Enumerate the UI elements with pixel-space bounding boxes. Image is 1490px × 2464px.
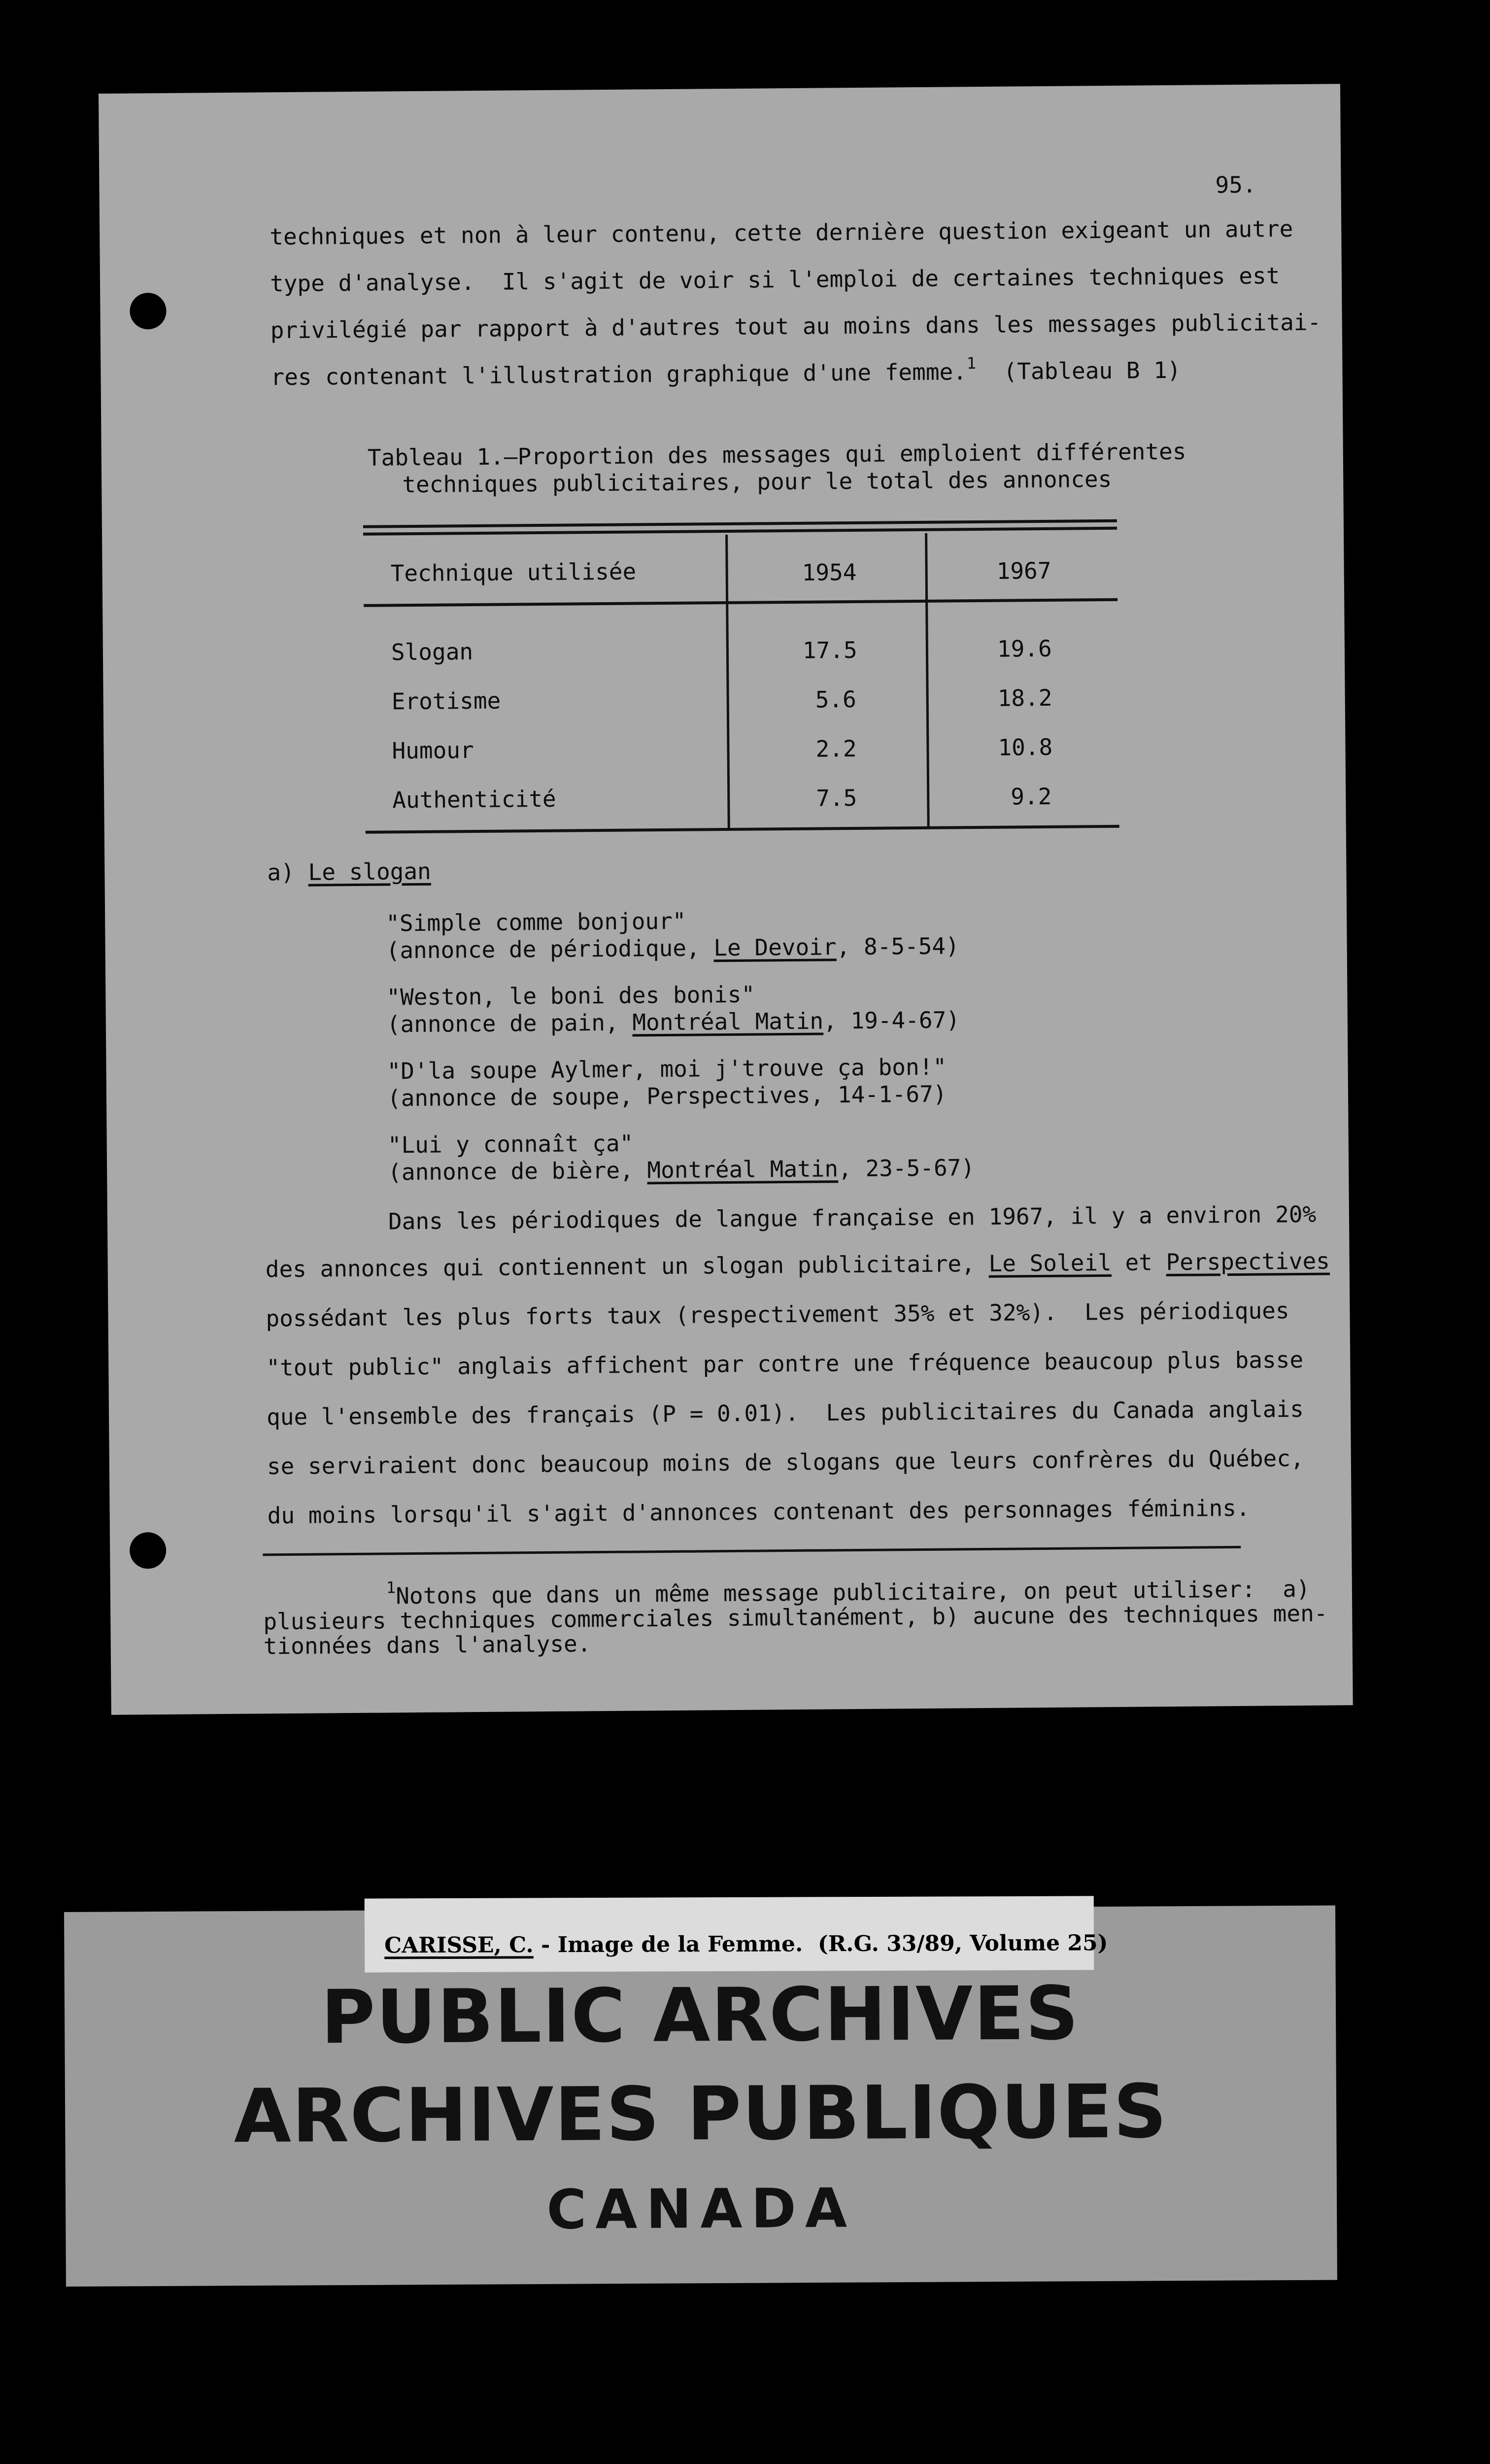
quote-source-text: (annonce de pain, xyxy=(386,1009,633,1038)
paragraph-line-2 xyxy=(265,1247,1330,1283)
document-page xyxy=(99,84,1353,1715)
section-heading xyxy=(267,857,431,886)
paragraph-line-3: possédant les plus forts taux (respectivement 35% et 32%). Les périodiques xyxy=(266,1297,1289,1332)
paragraph-line-4: "tout public" anglais affichent par contre une fréquence beaucoup plus basse xyxy=(266,1346,1304,1381)
intro-line-4-text: res contenant l'illustration graphique d'une femme. xyxy=(271,358,967,391)
table-cell-value: 10.8 xyxy=(998,733,1053,761)
archive-author: CARISSE, C. xyxy=(384,1932,534,1958)
section-prefix: a) xyxy=(267,858,295,886)
footnote-text: Notons que dans un même message publicitaire, on peut utiliser: a) xyxy=(396,1575,1310,1609)
quote-slogan-3: "D'la soupe Aylmer, moi j'trouve ça bon!" xyxy=(387,1053,947,1085)
archive-reference-detail: - Image de la Femme. (R.G. 33/89, Volume 25) xyxy=(533,1930,1108,1958)
quote-slogan-4: "Lui y connaît ça" xyxy=(387,1129,634,1159)
table-bottom-rule xyxy=(366,825,1119,834)
table-col-divider-1 xyxy=(725,535,730,828)
footnote-mark: 1 xyxy=(386,1578,396,1597)
quote-source-publication: Le Devoir xyxy=(713,933,837,961)
table-header-rule xyxy=(364,598,1118,607)
paragraph-text: et xyxy=(1111,1249,1166,1276)
section-title: Le slogan xyxy=(308,857,431,886)
quote-source-4 xyxy=(387,1154,975,1186)
archive-stamp-line-3: CANADA xyxy=(546,2176,856,2241)
intro-line-3: privilégié par rapport à d'autres tout au moins dans les messages publicitai- xyxy=(270,308,1321,344)
table-cell-value: 17.5 xyxy=(802,636,857,664)
publication-le-soleil: Le Soleil xyxy=(988,1249,1112,1277)
quote-source-2 xyxy=(386,1006,960,1038)
table-cell-value: 2.2 xyxy=(815,735,857,762)
quote-source-3: (annonce de soupe, Perspectives, 14-1-67) xyxy=(387,1080,947,1112)
quote-source-text: (annonce de bière, xyxy=(387,1157,647,1186)
quote-slogan-1: "Simple comme bonjour" xyxy=(386,907,686,937)
table-row-label: Slogan xyxy=(391,638,474,666)
punch-hole-top xyxy=(130,293,167,330)
page-number: 95. xyxy=(1215,171,1256,199)
quote-source-date: , 8-5-54) xyxy=(836,932,960,960)
table-cell-value: 19.6 xyxy=(997,635,1052,662)
quote-slogan-2: "Weston, le boni des bonis" xyxy=(386,981,755,1011)
table-caption-line-1: Tableau 1.—Proportion des messages qui emploient différentes xyxy=(367,438,1186,471)
table-header-1967: 1967 xyxy=(996,557,1051,584)
table-cell-value: 18.2 xyxy=(997,684,1052,712)
intro-line-4 xyxy=(271,354,1181,391)
intro-line-2: type d'analyse. Il s'agit de voir si l'emploi de certaines techniques est xyxy=(270,262,1280,297)
table-col-divider-2 xyxy=(925,533,930,826)
paragraph-text: des annonces qui contiennent un slogan publicitaire, xyxy=(265,1250,989,1283)
table-top-rule-2 xyxy=(363,527,1117,536)
quote-source-1 xyxy=(386,932,960,964)
footnote-line-3: tionnées dans l'analyse. xyxy=(263,1630,591,1660)
footnote-separator xyxy=(263,1546,1241,1556)
table-row-label: Authenticité xyxy=(392,785,556,814)
archive-reference-text xyxy=(384,1930,1108,1958)
paragraph-line-1: Dans les périodiques de langue française en 1967, il y a environ 20% xyxy=(388,1200,1317,1235)
table-row-label: Erotisme xyxy=(391,687,501,715)
quote-source-publication: Montréal Matin xyxy=(632,1007,824,1036)
table-top-rule xyxy=(363,519,1117,528)
quote-source-text: (annonce de périodique, xyxy=(386,934,714,964)
archive-stamp-line-1: PUBLIC ARCHIVES xyxy=(320,1971,1080,2061)
punch-hole-bottom xyxy=(130,1532,167,1569)
quote-source-date: , 19-4-67) xyxy=(823,1006,960,1034)
intro-line-1: techniques et non à leur contenu, cette dernière question exigeant un autre xyxy=(270,215,1293,250)
archive-stamp-line-2: ARCHIVES PUBLIQUES xyxy=(234,2069,1168,2160)
footnote-line-2: plusieurs techniques commerciales simultanément, b) aucune des techniques men- xyxy=(263,1600,1328,1635)
paragraph-line-5: que l'ensemble des français (P = 0.01). Les publicitaires du Canada anglais xyxy=(266,1395,1304,1431)
footnote-ref: 1 xyxy=(966,354,977,373)
paragraph-line-7: du moins lorsqu'il s'agit d'annonces contenant des personnages féminins. xyxy=(267,1494,1250,1529)
paragraph-line-6: se serviraient donc beaucoup moins de slogans que leurs confrères du Québec, xyxy=(267,1444,1304,1480)
quote-source-date: , 23-5-67) xyxy=(838,1154,975,1182)
table-header-1954: 1954 xyxy=(802,558,857,586)
archive-reference-label xyxy=(365,1896,1108,1972)
table-header-technique: Technique utilisée xyxy=(390,558,637,587)
table-cell-value: 7.5 xyxy=(816,784,857,812)
table-row-label: Humour xyxy=(392,737,474,764)
table-caption-line-2: techniques publicitaires, pour le total des annonces xyxy=(402,465,1112,498)
table-cell-value: 9.2 xyxy=(1011,783,1052,810)
table-reference: (Tableau B 1) xyxy=(1003,356,1181,385)
quote-source-publication: Montréal Matin xyxy=(647,1155,839,1184)
table-cell-value: 5.6 xyxy=(815,685,857,713)
publication-perspectives: Perspectives xyxy=(1166,1247,1330,1276)
